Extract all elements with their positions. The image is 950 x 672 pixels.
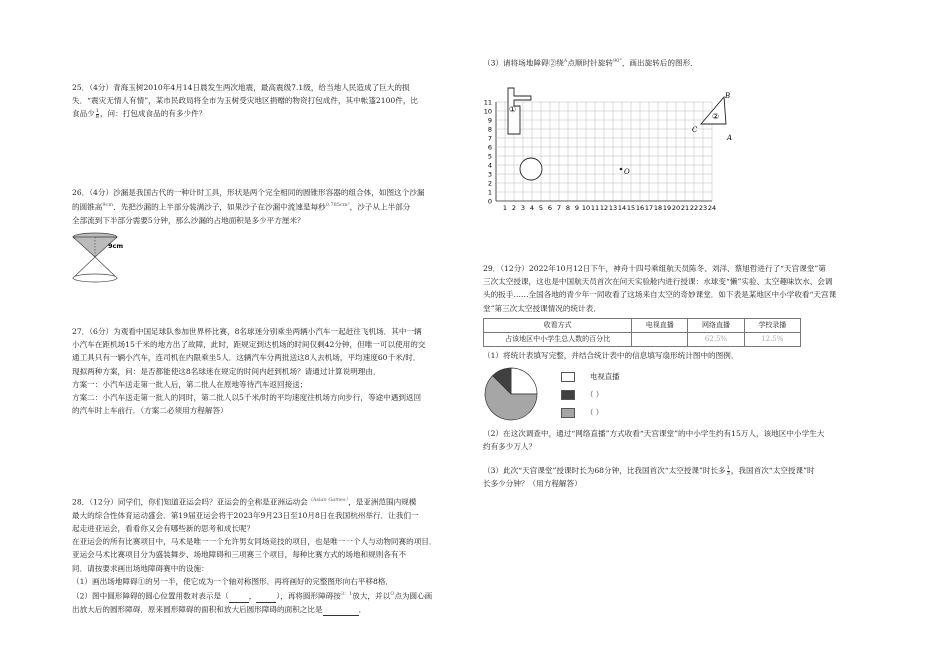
table-cell-tv[interactable] xyxy=(632,333,688,347)
pie-slices xyxy=(485,368,537,420)
hourglass-bottom-base xyxy=(73,274,117,282)
x-tick-label: 21 xyxy=(680,204,690,212)
q27-line7: 的汽车时上车前行．（方案二必须用方程解答） xyxy=(72,406,228,416)
q26-line2c: ，沙子从上半部分 xyxy=(349,202,411,212)
x-tick-label: 14 xyxy=(617,204,627,212)
grid-lines xyxy=(496,102,712,201)
q29-sub3c: 长多少分钟？（用方程解答） xyxy=(483,479,582,489)
q29-sub3 xyxy=(483,464,879,490)
question-28 xyxy=(72,494,467,616)
legend-swatch-white xyxy=(561,372,575,382)
q27-line6: 方案二：小汽车送走第一批人的同时，第二批人以5千米/时的平均速度往机场方向步行，等途中遇到返回 xyxy=(72,393,422,403)
table-row xyxy=(484,333,801,347)
q28-line8 xyxy=(72,588,467,603)
point-o-label: O xyxy=(624,168,630,176)
table-header-row xyxy=(484,319,801,333)
q28-line2: 最大的综合性体育运动盛会．第19届亚运会将于2023年9月23日至10月8日在我国杭州举行．让我们一 xyxy=(72,510,419,520)
question-26 xyxy=(72,186,467,227)
x-tick-label: 5 xyxy=(538,204,544,212)
y-tick-label: 0 xyxy=(487,197,492,206)
x-tick-label: 13 xyxy=(608,204,618,212)
x-tick-label: 20 xyxy=(671,204,681,212)
rotation-degree: 90° xyxy=(612,58,622,64)
q26-line1: 26．（4分）沙漏是我国古代的一种计时工具，形状是两个完全相同的圆锥形容器的组合体，如图这个沙漏 xyxy=(72,188,425,197)
point-o-ref: O xyxy=(390,590,395,597)
q25-line3a: 食品少 xyxy=(72,109,95,119)
scale-ratio: 3：1 xyxy=(340,590,353,597)
point-a-ref: A xyxy=(563,58,568,64)
q29-sub1: （1）将统计表填写完整，并结合统计表中的信息填写扇形统计图中的图例． xyxy=(483,351,739,360)
q28-line1a: 28．（12分）同学们，你们知道亚运会吗？亚运会的全称是亚洲运动会 xyxy=(72,497,308,507)
asian-games: （Asian Games） xyxy=(307,497,349,503)
y-tick-label: 8 xyxy=(487,125,492,134)
q27-line3: 通工具只有一辆小汽车，连司机在内限乘坐5人．这辆汽车分两批送这8人去机场，平均速度60千米/时． xyxy=(72,353,421,363)
obstacle-2-label: ② xyxy=(712,112,720,121)
pie-chart xyxy=(483,366,543,426)
answer-blank[interactable] xyxy=(323,606,359,616)
q27-line5: 方案一：小汽车送走第一批人后，第二批人在原地等待汽车返回接送； xyxy=(72,379,308,389)
point-a-label: A xyxy=(727,134,733,142)
table-header: 学校录播 xyxy=(744,319,800,333)
q25-fraction xyxy=(96,109,99,120)
y-tick-label: 4 xyxy=(487,161,492,170)
q28-line7: （1）画出场地障碍①的另一半，使它成为一个轴对称图形．再将画好的完整图形向右平移8格． xyxy=(72,576,394,586)
q26-line2a: 的圆锥高 xyxy=(72,202,103,212)
coordinate-grid xyxy=(483,68,783,220)
obstacle-1-label: ① xyxy=(509,105,517,114)
frac-den: 8 xyxy=(95,113,99,120)
point-o xyxy=(620,168,623,171)
q27-line2: 小汽车在距机场15千米的地方出了故障，此时，距规定到达机场的时间仅剩42分钟，但唯一可以使用的交 xyxy=(72,340,426,350)
q29-line1: 29．（12分）2022年10月12日下午，神舟十四号乘组航天员陈冬、刘洋、蔡旭哲进行了“天宫课堂”第 xyxy=(483,264,826,273)
point-c-label: C xyxy=(692,126,698,134)
y-tick-label: 2 xyxy=(487,179,492,188)
x-tick-label: 2 xyxy=(511,204,517,212)
x-tick-label: 22 xyxy=(689,204,699,212)
legend-label-tv: 电视直播 xyxy=(590,372,620,381)
x-tick-label: 8 xyxy=(565,204,571,212)
table-cell-online: 62.5% xyxy=(688,333,744,347)
x-tick-label: 10 xyxy=(581,204,591,212)
legend-label-gray[interactable]: （ ） xyxy=(586,408,604,417)
q26-height: 9cm xyxy=(102,202,114,209)
q28-line8d: 放大，并以 xyxy=(352,591,391,601)
q26-line2 xyxy=(72,199,467,214)
x-tick-label: 9 xyxy=(574,204,580,212)
q28-line4: 在亚运会的所有比赛项目中，马术是唯一一个允许男女同场竞技的项目，也是唯一一个人与动物同赛的项目． xyxy=(72,537,437,547)
legend-swatch-dark xyxy=(561,390,575,400)
q28-line3: 起走进亚运会，看看你又会有哪些新的思考和成长呢？ xyxy=(72,523,255,533)
table-header: 电视直播 xyxy=(632,319,688,333)
x-tick-label: 12 xyxy=(599,204,609,212)
table-header: 收看方式 xyxy=(484,319,632,333)
question-25 xyxy=(72,81,467,121)
q28-3-text-c: ，画出旋转后的图形． xyxy=(621,58,698,68)
q28-line9 xyxy=(72,603,467,616)
x-tick-label: 24 xyxy=(707,204,717,212)
y-tick-label: 10 xyxy=(483,107,492,116)
y-tick-label: 5 xyxy=(487,152,492,161)
x-tick-label: 19 xyxy=(662,204,672,212)
table-row-label: 占该地区中小学生总人数的百分比 xyxy=(484,333,632,347)
q28-line1 xyxy=(72,494,467,509)
x-tick-label: 1 xyxy=(502,204,508,212)
hourglass-height-label: 9cm xyxy=(108,242,124,250)
circle-obstacle xyxy=(520,158,542,180)
q29-fraction xyxy=(727,466,730,477)
table-header: 网络直播 xyxy=(688,319,744,333)
q28-line9a: 出放大后的圆形障碍．原来圆形障碍的面积和放大后圆形障碍的面积之比是 xyxy=(72,604,323,614)
y-tick-label: 6 xyxy=(487,143,492,152)
q25-line1: 25．（4分）青海玉树2010年4月14日晨发生两次地震，最高震级7.1级，给当地人民造成了巨大的损 xyxy=(72,83,410,92)
q26-rate: 0.785cm³ xyxy=(325,202,350,209)
x-tick-label: 18 xyxy=(653,204,663,212)
x-tick-label: 3 xyxy=(520,204,526,212)
x-tick-label: 7 xyxy=(556,204,562,212)
q25-line3 xyxy=(72,107,467,120)
q25-line3b: ，问：打包成食品的有多少件？ xyxy=(99,109,207,119)
q29-line2: 三次太空授课，这也是中国航天员首次在问天实验舱内进行授课：水球变“懒”实验、太空趣味饮水、会调 xyxy=(483,277,833,287)
q29-line3: 头的扳手……全国各地的青少年一同收看了这场来自太空的奇妙课堂．如下表是某地区中小学收看“天宫课 xyxy=(483,290,837,300)
q28-3-text-a: （3）请将场地障碍②绕 xyxy=(483,58,564,68)
table-cell-school: 12.5% xyxy=(744,333,800,347)
q29-line4: 堂”第三次太空授课情况的统计表． xyxy=(483,303,601,313)
x-tick-label: 16 xyxy=(635,204,645,212)
q29-sub2b: 约有多少万人？ xyxy=(483,442,537,452)
answer-blank[interactable] xyxy=(229,593,249,603)
question-27 xyxy=(72,325,467,417)
q28-line8b: ， xyxy=(248,591,257,601)
hourglass-figure xyxy=(72,229,142,285)
q28-line8a: （2）图中圆形障碍的圆心位置用数对表示是（ xyxy=(72,591,229,601)
y-tick-label: 1 xyxy=(487,188,492,197)
q28-line8e: 点为圆心画 xyxy=(394,591,433,601)
y-tick-label: 3 xyxy=(487,170,492,179)
q29-sub3-line1 xyxy=(483,464,879,477)
q28-line8c: ），再将圆形障碍按 xyxy=(276,591,341,601)
q28-line9b: ． xyxy=(358,604,367,614)
x-tick-label: 11 xyxy=(590,204,600,212)
point-b-label: B xyxy=(725,92,731,100)
q28-line1b: ，是亚洲范围内规模 xyxy=(348,497,417,507)
frac-den: 3 xyxy=(726,470,730,477)
q26-line2b: ．先把沙漏的上半部分装满沙子，如果沙子在沙漏中流速是每秒 xyxy=(113,202,326,212)
q28-3-text-b: 点顺时针旋转 xyxy=(567,58,613,68)
x-tick-label: 4 xyxy=(529,204,535,212)
q29-sub2a: （2）在这次调查中，通过“网络直播”方式收看“天宫课堂”的中小学生约有15万人，该地区中小学生大 xyxy=(483,429,825,438)
q29-sub3b: ，我国首次“太空授课”时 xyxy=(730,466,815,475)
q27-line1: 27．（6分）为观看中国足球队参加世界杯比赛，8名球迷分别乘坐两辆小汽车一起赶往飞机场．其中一辆 xyxy=(72,327,422,336)
frac-num: 1 xyxy=(95,107,99,114)
x-tick-label: 23 xyxy=(698,204,708,212)
y-tick-label: 7 xyxy=(487,134,492,143)
legend-label-dark[interactable]: （ ） xyxy=(586,390,604,399)
q28-line5: 亚运会马术比赛项目分为盛装舞步、场地障碍和三项赛三个项目，每种比赛方式的场地和规则各有不 xyxy=(72,550,407,560)
y-tick-label: 11 xyxy=(483,98,492,107)
x-tick-label: 15 xyxy=(626,204,636,212)
x-tick-label: 17 xyxy=(644,204,654,212)
pie-slice xyxy=(511,368,537,394)
question-29 xyxy=(483,262,879,315)
answer-blank[interactable] xyxy=(256,593,276,603)
q29-sub2 xyxy=(483,427,879,453)
statistics-table xyxy=(483,318,801,347)
q25-line2: 失．“震灾无情人有情”，某市民政局将全市为玉树受灾地区捐赠的物资打包成件，其中帐篷2100件，比 xyxy=(72,96,419,106)
q26-line3: 全部流到下半部分需要5分钟，那么沙漏的占地面积是多少平方厘米？ xyxy=(72,215,305,225)
x-tick-label: 6 xyxy=(547,204,553,212)
q28-line6: 同．请按要求画出场地障碍赛中的设施： xyxy=(72,563,209,573)
y-tick-label: 9 xyxy=(487,116,492,125)
legend-swatch-gray xyxy=(561,408,575,418)
q27-line4: 现拟两种方案，问：是否都能使这8名球迷在规定的时间内赶到机场？请通过计算说明理由． xyxy=(72,366,381,376)
q29-sub3a: （3）此次“天宫课堂”授课时长为68分钟，比我国首次“太空授课”时长多 xyxy=(483,466,726,475)
frac-num: 1 xyxy=(726,464,730,471)
